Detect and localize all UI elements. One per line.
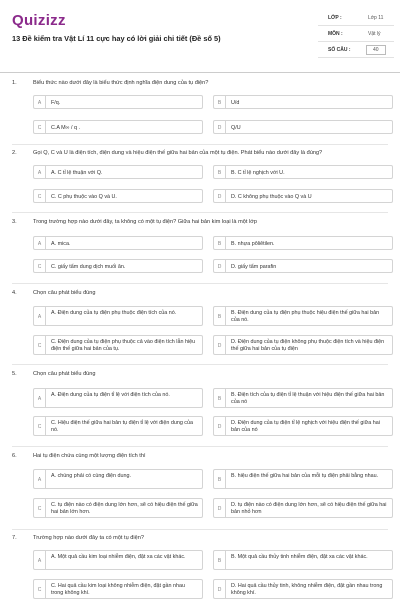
option-letter: D: [217, 506, 222, 512]
option-c[interactable]: [33, 189, 203, 203]
option-c[interactable]: [33, 579, 203, 599]
question-number: 1.: [12, 80, 17, 86]
option-text: F/q.: [51, 99, 61, 106]
option-letter: D: [217, 343, 222, 349]
option-letter: A: [37, 100, 42, 106]
question-number: 3.: [12, 219, 17, 225]
quizizz-logo: Quizizz: [12, 12, 66, 29]
question-number: 2.: [12, 150, 17, 156]
option-text: B. nhựa pôliêtilen.: [231, 240, 275, 247]
option-d[interactable]: [213, 498, 393, 518]
option-letter: B: [217, 100, 222, 106]
option-d[interactable]: [213, 579, 393, 599]
option-a[interactable]: [33, 236, 203, 250]
option-letter: C: [37, 194, 42, 200]
option-a[interactable]: [33, 95, 203, 109]
option-text: B. Điện tích của tụ điện tỉ lệ thuận với hiệu điện thế giữa hai bản của nó: [231, 391, 385, 405]
option-text: C. giấy tẩm dung dịch muối ăn.: [51, 263, 126, 270]
option-d[interactable]: [213, 335, 393, 355]
meta-key: SỐ CÂU :: [328, 47, 351, 53]
meta-value: 40: [366, 45, 386, 55]
question-text: Chọn câu phát biểu đúng: [33, 371, 96, 377]
option-text: A. Một quả cầu kim loại nhiễm điện, đặt xa các vật khác.: [51, 553, 186, 560]
question-number: 7.: [12, 535, 17, 541]
option-text: A. mica.: [51, 240, 71, 247]
option-a[interactable]: [33, 306, 203, 326]
option-letter: A: [37, 314, 42, 320]
option-b[interactable]: [213, 95, 393, 109]
option-a[interactable]: [33, 469, 203, 489]
option-text: D. Điện dung của tụ điện không phụ thuộc điện tích và hiệu điện thế giữa hai bản của tụ điện: [231, 338, 385, 352]
option-text: U/d: [231, 99, 240, 106]
option-b[interactable]: [213, 165, 393, 179]
option-text: D. Hai quả cầu thủy tinh, không nhiễm điện, đặt gần nhau trong không khí.: [231, 582, 383, 596]
option-letter: C: [37, 125, 42, 131]
option-c[interactable]: [33, 416, 203, 436]
option-letter: A: [37, 241, 42, 247]
option-text: B. Một quả cầu thủy tinh nhiễm điện, đặt xa các vật khác.: [231, 553, 368, 560]
option-text: D. C không phụ thuộc vào Q và U: [231, 193, 312, 200]
meta-panel: [318, 10, 394, 58]
option-text: D. giấy tẩm parafin: [231, 263, 277, 270]
option-text: D. tụ điện nào có điện dung lớn hơn, sẽ có hiệu điện thế giữa hai bản nhỏ hơn: [231, 501, 387, 515]
option-text: A. Điện dung của tụ điện phụ thuộc điện tích của nó.: [51, 309, 177, 316]
question-text: Chọn câu phát biểu đúng: [33, 290, 96, 296]
option-c[interactable]: [33, 259, 203, 273]
option-text: A. Điện dung của tụ điện tỉ lệ với điện tích của nó.: [51, 391, 170, 398]
question-number: 4.: [12, 290, 17, 296]
option-letter: A: [37, 558, 42, 564]
option-text: A. chúng phải có cùng điện dung.: [51, 472, 132, 479]
option-text: C.A M∞ / q .: [51, 124, 81, 131]
option-a[interactable]: [33, 550, 203, 570]
header-divider: [0, 72, 400, 73]
option-c[interactable]: [33, 498, 203, 518]
meta-value: Lớp 11: [368, 15, 384, 21]
option-letter: C: [37, 264, 42, 270]
option-letter: D: [217, 587, 222, 593]
option-text: A. C tỉ lệ thuận với Q.: [51, 169, 103, 176]
option-letter: A: [37, 477, 42, 483]
option-letter: B: [217, 477, 222, 483]
option-text: D. Điện dung của tụ điện tỉ lệ nghịch với hiệu điện thế giữa hai bản của nó: [231, 419, 380, 433]
option-letter: B: [217, 170, 222, 176]
meta-key: MÔN :: [328, 31, 343, 37]
divider: [12, 212, 388, 213]
option-d[interactable]: [213, 189, 393, 203]
option-a[interactable]: [33, 165, 203, 179]
option-d[interactable]: [213, 259, 393, 273]
divider: [12, 446, 388, 447]
option-text: B. hiệu điện thế giữa hai bản của mỗi tụ điện phải bằng nhau.: [231, 472, 379, 479]
option-d[interactable]: [213, 416, 393, 436]
option-text: B. C tỉ lệ nghịch với U.: [231, 169, 285, 176]
question-number: 5.: [12, 371, 17, 377]
option-c[interactable]: [33, 120, 203, 134]
option-text: Q/U: [231, 124, 241, 131]
option-letter: C: [37, 587, 42, 593]
option-letter: C: [37, 343, 42, 349]
option-letter: B: [217, 558, 222, 564]
option-letter: C: [37, 506, 42, 512]
option-letter: B: [217, 241, 222, 247]
option-a[interactable]: [33, 388, 203, 408]
option-b[interactable]: [213, 550, 393, 570]
option-b[interactable]: [213, 236, 393, 250]
option-d[interactable]: [213, 120, 393, 134]
question-text: Trong trường hợp nào dưới đây, ta không có một tụ điện? Giữa hai bản kim loại là một lớp: [33, 219, 257, 225]
option-letter: A: [37, 396, 42, 402]
page-title: 13 Đề kiểm tra Vật Lí 11 cực hay có lời giải chi tiết (Đề số 5): [12, 34, 221, 43]
option-letter: D: [217, 194, 222, 200]
option-text: C. C phụ thuộc vào Q và U.: [51, 193, 117, 200]
option-letter: D: [217, 125, 222, 131]
option-letter: C: [37, 424, 42, 430]
question-text: Biểu thức nào dưới đây là biểu thức định nghĩa điện dung của tụ điện?: [33, 80, 209, 86]
divider: [12, 144, 388, 145]
option-text: C. Hai quả cầu kim loại không nhiễm điện, đặt gần nhau trong không khí.: [51, 582, 185, 596]
question-text: Gọi Q, C và U là điện tích, điện dung và hiệu điện thế giữa hai bản của một tụ điện. Phát biểu nào dưới đây là đúng?: [33, 150, 323, 156]
option-b[interactable]: [213, 469, 393, 489]
option-letter: B: [217, 314, 222, 320]
option-text: B. Điện dung của tụ điện phụ thuộc hiệu điện thế giữa hai bản của nó.: [231, 309, 380, 323]
meta-row-subject: [318, 26, 394, 42]
option-text: C. Điện dung của tụ điện phụ thuộc cả vào điện tích lẫn hiệu điện thế giữa hai bản của tụ.: [51, 338, 196, 352]
divider: [12, 283, 388, 284]
divider: [12, 364, 388, 365]
question-number: 6.: [12, 453, 17, 459]
option-c[interactable]: [33, 335, 203, 355]
option-text: C. Hiệu điện thế giữa hai bản tụ điện tỉ lệ với điện dung của nó.: [51, 419, 194, 433]
option-letter: A: [37, 170, 42, 176]
question-text: Hai tụ điện chứa cùng một lượng điện tích thì: [33, 453, 146, 459]
meta-row-class: [318, 10, 394, 26]
option-letter: B: [217, 396, 222, 402]
option-letter: D: [217, 264, 222, 270]
meta-value: Vật lý: [368, 31, 381, 37]
option-b[interactable]: [213, 306, 393, 326]
meta-key: LỚP :: [328, 15, 342, 21]
divider: [12, 529, 388, 530]
meta-row-count: [318, 42, 394, 58]
option-text: C. tụ điện nào có điện dung lớn hơn, sẽ có hiệu điện thế giữa hai bản lớn hơn.: [51, 501, 198, 515]
option-letter: D: [217, 424, 222, 430]
option-b[interactable]: [213, 388, 393, 408]
question-text: Trường hợp nào dưới đây ta có một tụ điện?: [33, 535, 144, 541]
header: [0, 0, 400, 72]
